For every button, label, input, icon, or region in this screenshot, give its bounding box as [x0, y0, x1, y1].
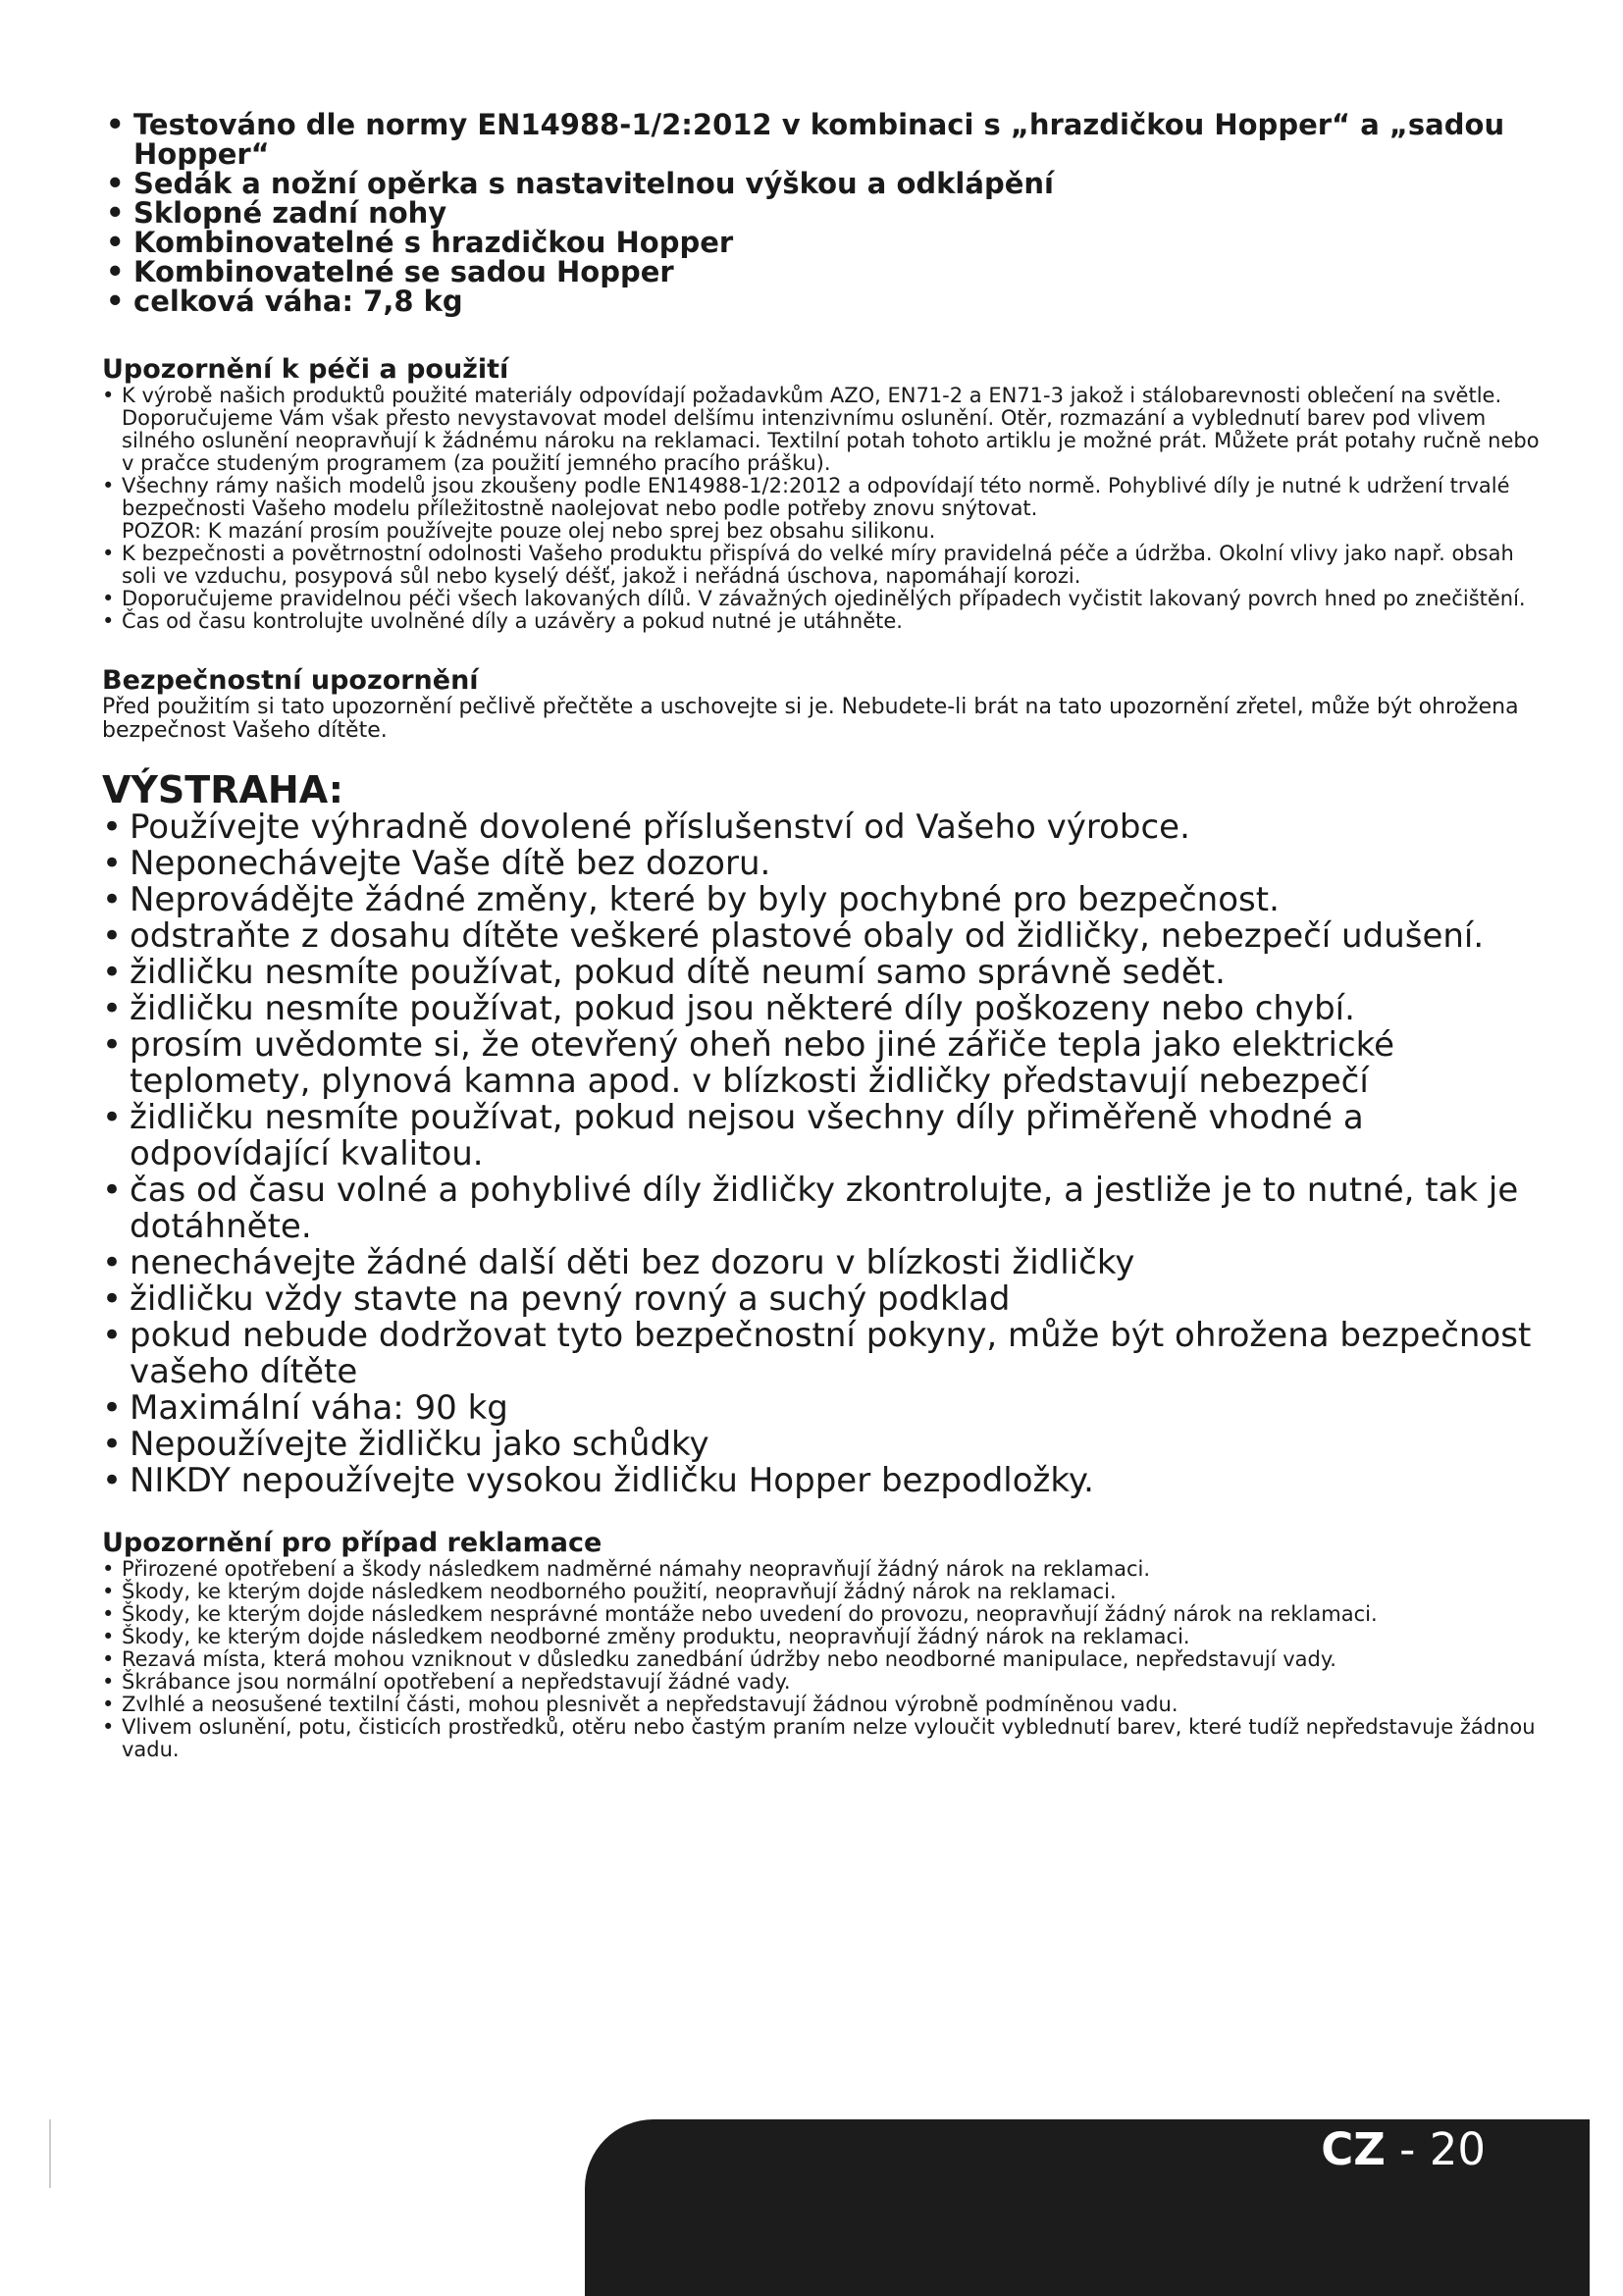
claims-item: • Vlivem oslunění, potu, čisticích prostředků, otěru nebo častým praním nelze vyloučit vyblednutí barev, které tudíž nepředstavuje žádnou vadu. [102, 1716, 1544, 1761]
claims-item: • Škody, ke kterým dojde následkem neodborné změny produktu, neopravňují žádný nárok na reklamaci. [102, 1626, 1544, 1648]
warning-item: • pokud nebude dodržovat tyto bezpečnostní pokyny, může být ohrožena bezpečnost vašeho dítěte [102, 1318, 1544, 1390]
care-item: • Doporučujeme pravidelnou péči všech lakovaných dílů. V závažných ojedinělých případech vyčistit lakovaný povrch hned po znečištění. [102, 588, 1544, 610]
warning-item: • Neponechávejte Vaše dítě bez dozoru. [102, 846, 1544, 882]
warning-item: • odstraňte z dosahu dítěte veškeré plastové obaly od židličky, nebezpečí udušení. [102, 918, 1544, 955]
claims-item: • Zvlhlé a neosušené textilní části, mohou plesnivět a nepředstavují žádnou výrobně podmíněnou vadu. [102, 1694, 1544, 1716]
claims-item: • Škrábance jsou normální opotřebení a nepředstavují žádné vady. [102, 1671, 1544, 1694]
feature-item: • Sedák a nožní opěrka s nastavitelnou výškou a odklápění [102, 169, 1544, 198]
safety-text: Před použitím si tato upozornění pečlivě přečtěte a uschovejte si je. Nebudete-li brát na tato upozornění zřetel, může být ohrožena bezpečnost Vašeho dítěte. [102, 695, 1519, 743]
feature-item: • Testováno dle normy EN14988-1/2:2012 v kombinaci s „hrazdičkou Hopper“ a „sadou Hopper“ [102, 110, 1544, 169]
warning-item: • NIKDY nepoužívejte vysokou židličku Hopper bezpodložky. [102, 1463, 1544, 1499]
claims-section [102, 1529, 1544, 1761]
warning-item: • židličku nesmíte používat, pokud nejsou všechny díly přiměřeně vhodné a odpovídající kvalitou. [102, 1100, 1544, 1173]
warning-item: • židličku nesmíte používat, pokud dítě neumí samo správně sedět. [102, 955, 1544, 991]
warning-item: • prosím uvědomte si, že otevřený oheň nebo jiné zářiče tepla jako elektrické teplomety, plynová kamna apod. v blízkosti židličky představují nebezpečí [102, 1027, 1544, 1100]
warning-heading: VÝSTRAHA: [102, 768, 343, 811]
page-content [102, 110, 1544, 1761]
warning-item: • židličku nesmíte používat, pokud jsou některé díly poškozeny nebo chybí. [102, 991, 1544, 1027]
warning-item: • čas od času volné a pohyblivé díly židličky zkontrolujte, a jestliže je to nutné, tak je dotáhněte. [102, 1173, 1544, 1245]
care-section [102, 355, 1544, 633]
safety-section [102, 666, 1544, 743]
claims-heading: Upozornění pro případ reklamace [102, 1528, 602, 1558]
claims-item: • Přirozené opotřebení a škody následkem nadměrné námahy neopravňují žádný nárok na reklamaci. [102, 1558, 1544, 1581]
page-number [1321, 2124, 1486, 2175]
claims-item: • Škody, ke kterým dojde následkem nesprávné montáže nebo uvedení do provozu, neopravňují žádný nárok na reklamaci. [102, 1603, 1544, 1626]
feature-item: • Kombinovatelné se sadou Hopper [102, 257, 1544, 287]
safety-heading: Bezpečnostní upozornění [102, 665, 479, 696]
warning-item: • nenechávejte žádné další děti bez dozoru v blízkosti židličky [102, 1245, 1544, 1281]
care-heading: Upozornění k péči a použití [102, 354, 509, 385]
claims-item: • Rezavá místa, která mohou vzniknout v důsledku zanedbání údržby nebo neodborné manipulace, nepředstavují vady. [102, 1648, 1544, 1671]
margin-line [49, 2119, 51, 2188]
page-separator: - [1385, 2123, 1430, 2175]
care-item: • Čas od času kontrolujte uvolněné díly a uzávěry a pokud nutné je utáhněte. [102, 610, 1544, 633]
warning-item: • Používejte výhradně dovolené příslušenství od Vašeho výrobce. [102, 809, 1544, 846]
care-item: • Všechny rámy našich modelů jsou zkoušeny podle EN14988-1/2:2012 a odpovídají této normě. Pohyblivé díly je nutné k udržení trvalé bezpečnosti Vašeho modelu příležitostně naolejovat nebo podle potřeby znovu snýtovat. [102, 475, 1544, 520]
warning-item: • židličku vždy stavte na pevný rovný a suchý podklad [102, 1281, 1544, 1318]
care-item: • K výrobě našich produktů použité materiály odpovídají požadavkům AZO, EN71-2 a EN71-3 jakož i stálobarevnosti oblečení na světle. Doporučujeme Vám však přesto nevystavovat model delšímu intenzivnímu oslunění. Otěr, rozmazání a vyblednutí barev pod vlivem silného oslunění neopravňují k žádnému nároku na reklamaci. Textilní potah tohoto artiklu je možné prát. Můžete prát potahy ručně nebo v pračce studeným programem (za použití jemného pracího prášku). [102, 385, 1544, 475]
language-code: CZ [1321, 2123, 1386, 2175]
page-number-value: 20 [1429, 2123, 1486, 2175]
feature-list [102, 110, 1544, 316]
warning-item: • Maximální váha: 90 kg [102, 1390, 1544, 1427]
feature-item: • Kombinovatelné s hrazdičkou Hopper [102, 228, 1544, 257]
warning-item: • Neprovádějte žádné změny, které by byly pochybné pro bezpečnost. [102, 882, 1544, 918]
care-item: • K bezpečnosti a povětrnostní odolnosti Vašeho produktu přispívá do velké míry pravidelná péče a údržba. Okolní vlivy jako např. obsah soli ve vzduchu, posypová sůl nebo kyselý déšť, jakož i neřádná úschova, napomáhají korozi. [102, 543, 1544, 588]
warning-section [102, 770, 1544, 1499]
warning-item: • Nepoužívejte židličku jako schůdky [102, 1427, 1544, 1463]
feature-item: • Sklopné zadní nohy [102, 198, 1544, 228]
feature-item: • celková váha: 7,8 kg [102, 287, 1544, 316]
claims-item: • Škody, ke kterým dojde následkem neodborného použití, neopravňují žádný nárok na reklamaci. [102, 1581, 1544, 1603]
care-note: POZOR: K mazání prosím používejte pouze olej nebo sprej bez obsahu silikonu. [122, 519, 936, 543]
